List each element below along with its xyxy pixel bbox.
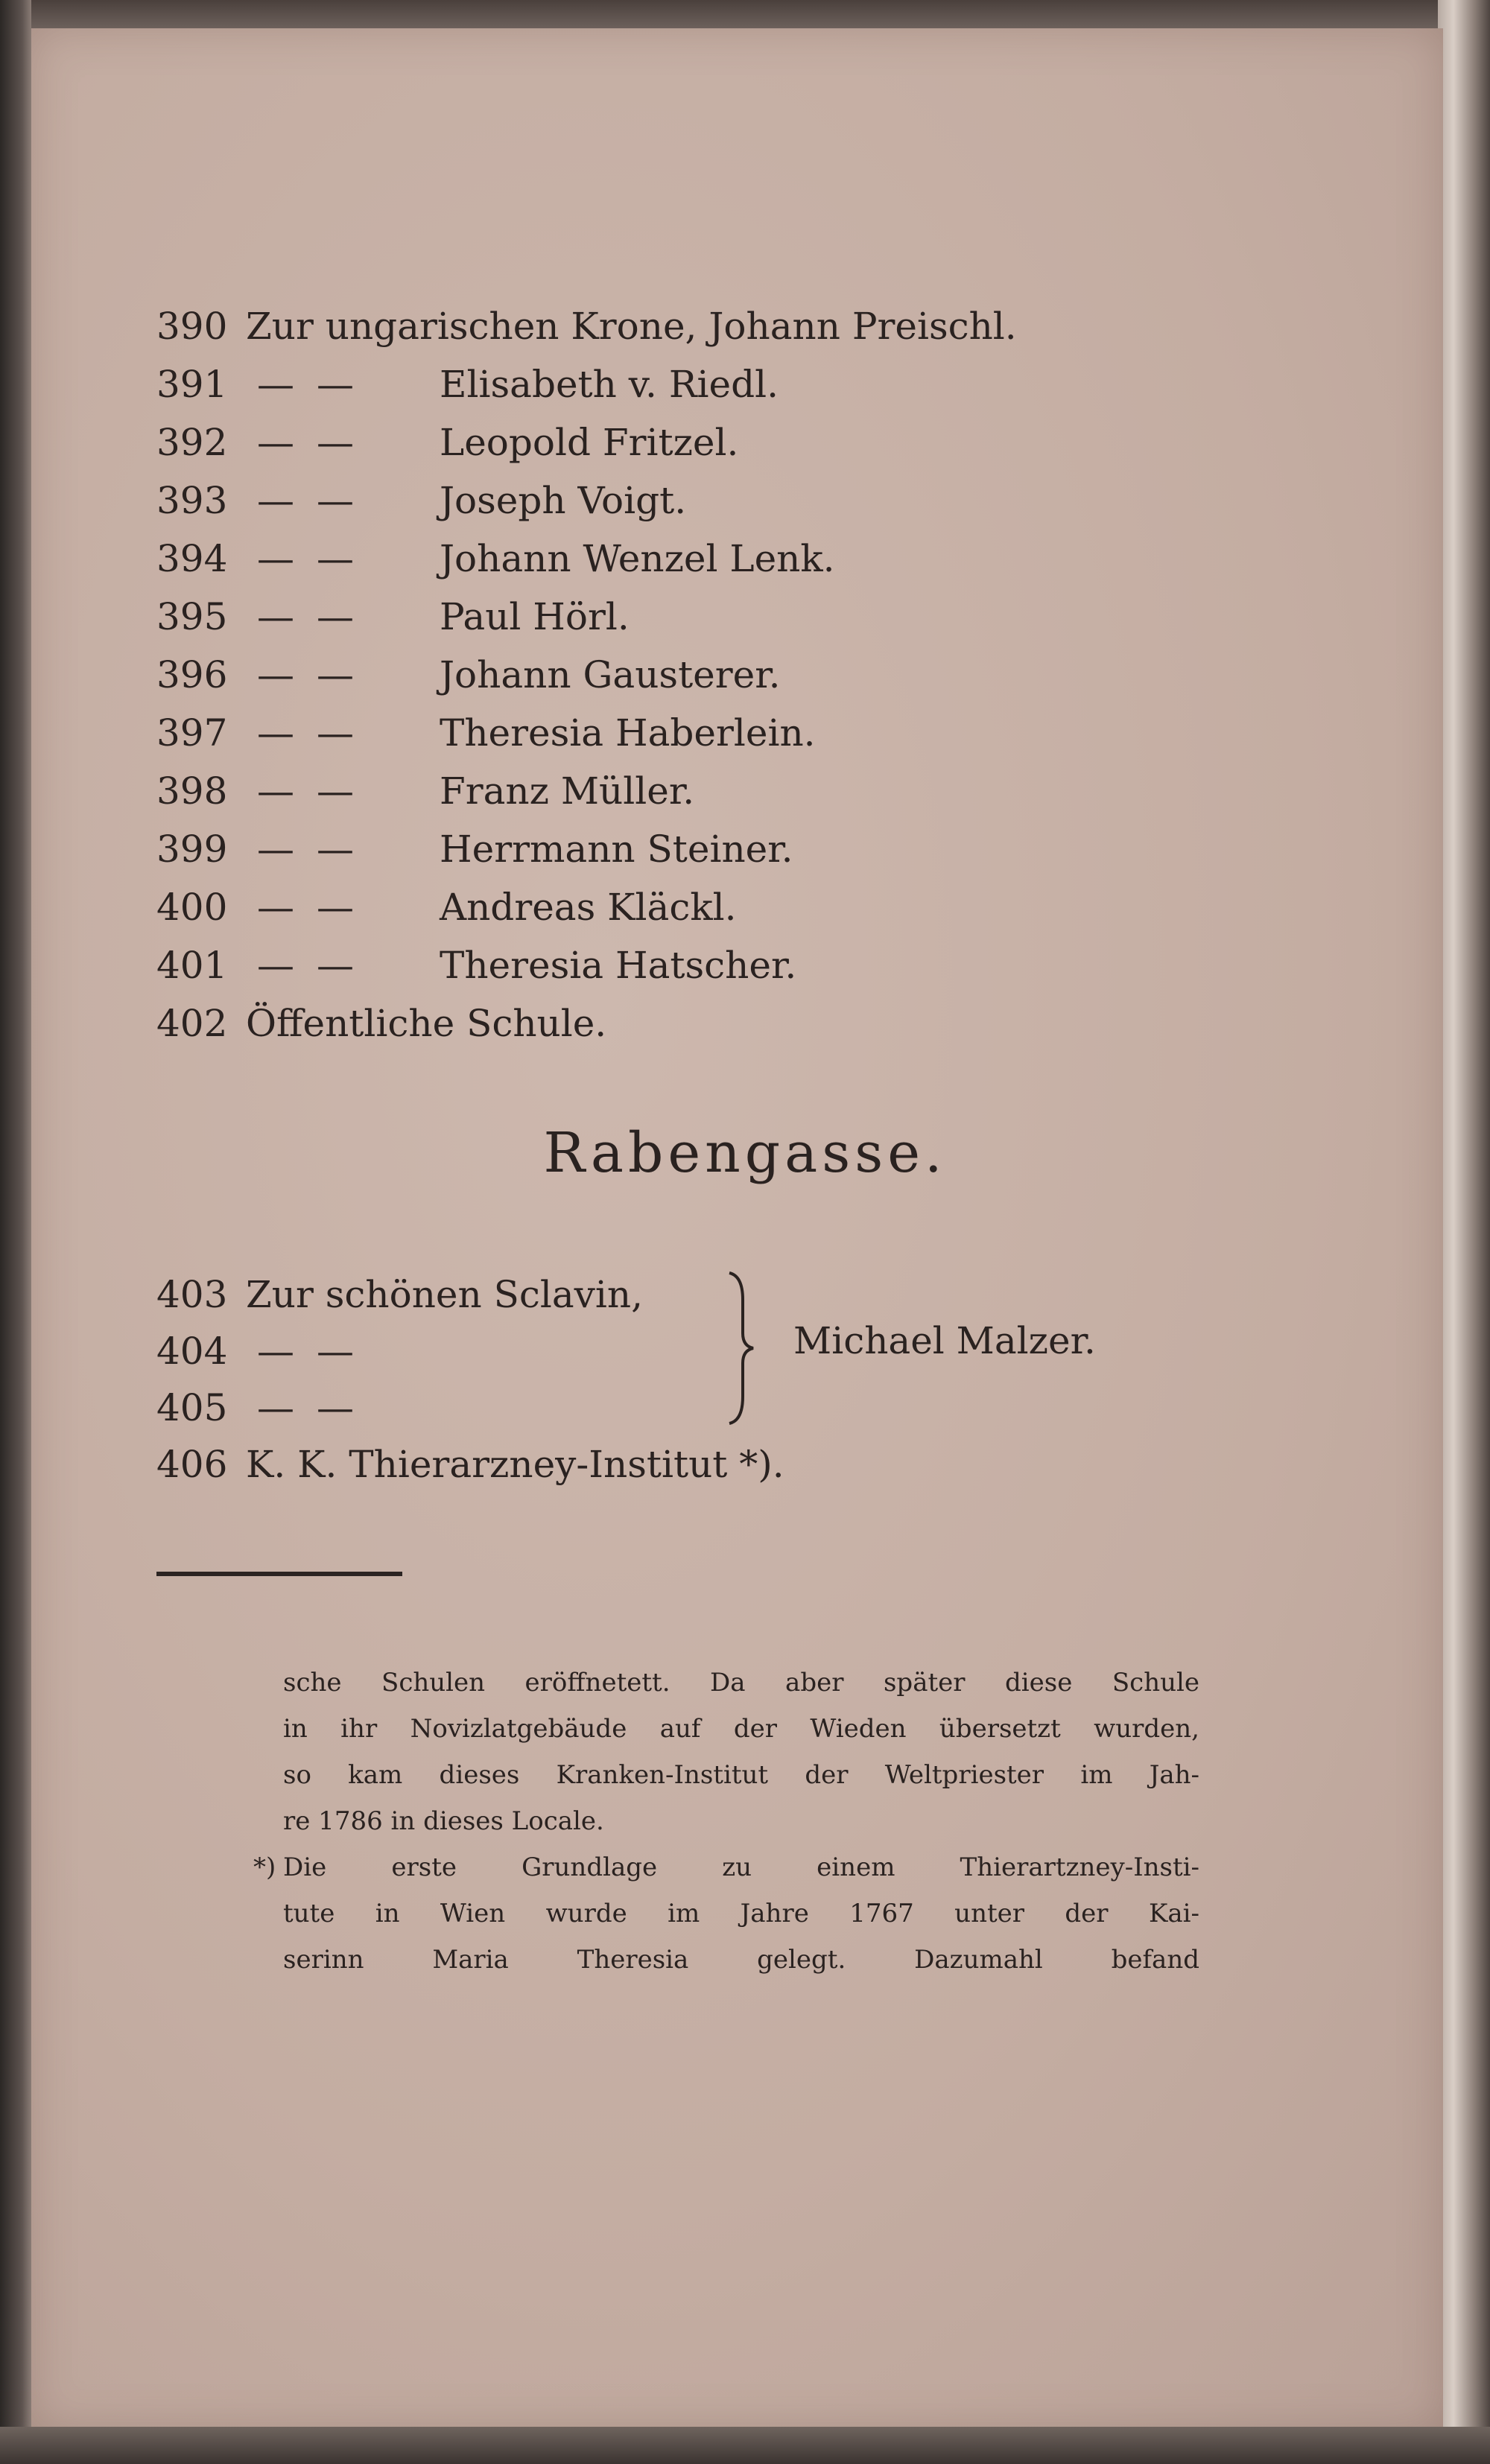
ditto-marks: — —: [257, 1386, 354, 1429]
house-number: 396: [156, 653, 228, 696]
ditto-marks: — —: [257, 1330, 354, 1373]
house-number: 393: [156, 479, 228, 522]
entry-row: [156, 995, 606, 1052]
house-number: 391: [156, 363, 228, 406]
house-number: 404: [156, 1330, 228, 1373]
ditto-marks: — —: [257, 479, 354, 522]
house-number: 394: [156, 537, 228, 580]
entry-row: [156, 1379, 440, 1436]
book-top-edge: [0, 0, 1490, 30]
ditto-marks: — —: [257, 537, 354, 580]
house-number: 403: [156, 1273, 228, 1316]
house-number: 398: [156, 769, 228, 813]
house-number: 405: [156, 1386, 228, 1429]
footnote-line: sche Schulen eröffnetett. Da aber später diese Schule: [283, 1668, 1199, 1698]
ditto-marks: — —: [257, 828, 354, 871]
entry-row: [156, 356, 779, 413]
owner-name: Franz Müller.: [440, 769, 695, 813]
owner-name: Andreas Kläckl.: [440, 886, 737, 929]
footnote-line: re 1786 in dieses Locale.: [283, 1806, 604, 1836]
footnote-line: Die erste Grundlage zu einem Thierartzney-Insti-: [283, 1852, 1199, 1882]
owner-name: Leopold Fritzel.: [440, 421, 739, 464]
owner-name: Paul Hörl.: [440, 595, 630, 638]
owner-name: Theresia Haberlein.: [440, 711, 816, 755]
owner-name: Joseph Voigt.: [440, 479, 687, 522]
owner-name: Johann Gausterer.: [440, 653, 781, 696]
entry-row: [156, 588, 630, 645]
house-number: 400: [156, 886, 228, 929]
entry-row: [156, 937, 796, 994]
entry-row: [156, 414, 738, 471]
house-number: 392: [156, 421, 228, 464]
ditto-marks: — —: [257, 363, 354, 406]
ditto-marks: — —: [257, 944, 354, 987]
ditto-marks: — —: [257, 595, 354, 638]
book-left-edge: [0, 0, 31, 2464]
entry-row: [156, 647, 781, 703]
right-brace-icon: [726, 1270, 756, 1426]
entry-row: [156, 530, 835, 587]
ditto-marks: — —: [257, 711, 354, 755]
owner-name: Herrmann Steiner.: [440, 828, 793, 871]
entry-row: [156, 821, 793, 877]
footnote-line: tute in Wien wurde im Jahre 1767 unter der Kai-: [283, 1899, 1199, 1928]
house-sign: K. K. Thierarzney-Institut *).: [246, 1443, 784, 1486]
entry-row: [156, 298, 1017, 355]
entry-row: [156, 879, 737, 936]
entry-row: [156, 472, 686, 529]
book-right-edge: [1438, 0, 1490, 2464]
entry-row: [156, 763, 694, 819]
footnote-line: so kam dieses Kranken-Institut der Weltpriester im Jah-: [283, 1760, 1199, 1790]
ditto-marks: — —: [257, 421, 354, 464]
owner-name: Johann Wenzel Lenk.: [440, 537, 835, 580]
entry-row: [156, 1436, 784, 1493]
footnote-line: in ihr Novizlatgebäude auf der Wieden übersetzt wurden,: [283, 1714, 1199, 1744]
house-sign: Zur schönen Sclavin,: [246, 1273, 643, 1316]
entry-row: [156, 1266, 643, 1323]
owner-name: Johann Preischl.: [708, 305, 1017, 348]
ditto-marks: — —: [257, 769, 354, 813]
footnote-line: serinn Maria Theresia gelegt. Dazumahl befand: [283, 1945, 1199, 1975]
footnote-rule: [156, 1572, 402, 1576]
owner-name: Theresia Hatscher.: [440, 944, 797, 987]
section-heading: Rabengasse.: [543, 1121, 947, 1185]
house-number: 397: [156, 711, 228, 755]
owner-name: Elisabeth v. Riedl.: [440, 363, 779, 406]
footnote-mark: *): [253, 1852, 276, 1882]
ditto-marks: — —: [257, 886, 354, 929]
house-number: 402: [156, 1002, 228, 1045]
entry-row: [156, 1323, 440, 1379]
house-number: 390: [156, 305, 228, 348]
ditto-marks: — —: [257, 653, 354, 696]
book-bottom-edge: [0, 2427, 1490, 2464]
house-sign: Zur ungarischen Krone,: [246, 305, 697, 348]
house-number: 395: [156, 595, 228, 638]
bracket-owner-name: Michael Malzer.: [793, 1319, 1096, 1362]
house-sign: Öffentliche Schule.: [246, 1002, 607, 1045]
entry-row: [156, 705, 816, 761]
house-number: 406: [156, 1443, 228, 1486]
house-number: 401: [156, 944, 228, 987]
house-number: 399: [156, 828, 228, 871]
